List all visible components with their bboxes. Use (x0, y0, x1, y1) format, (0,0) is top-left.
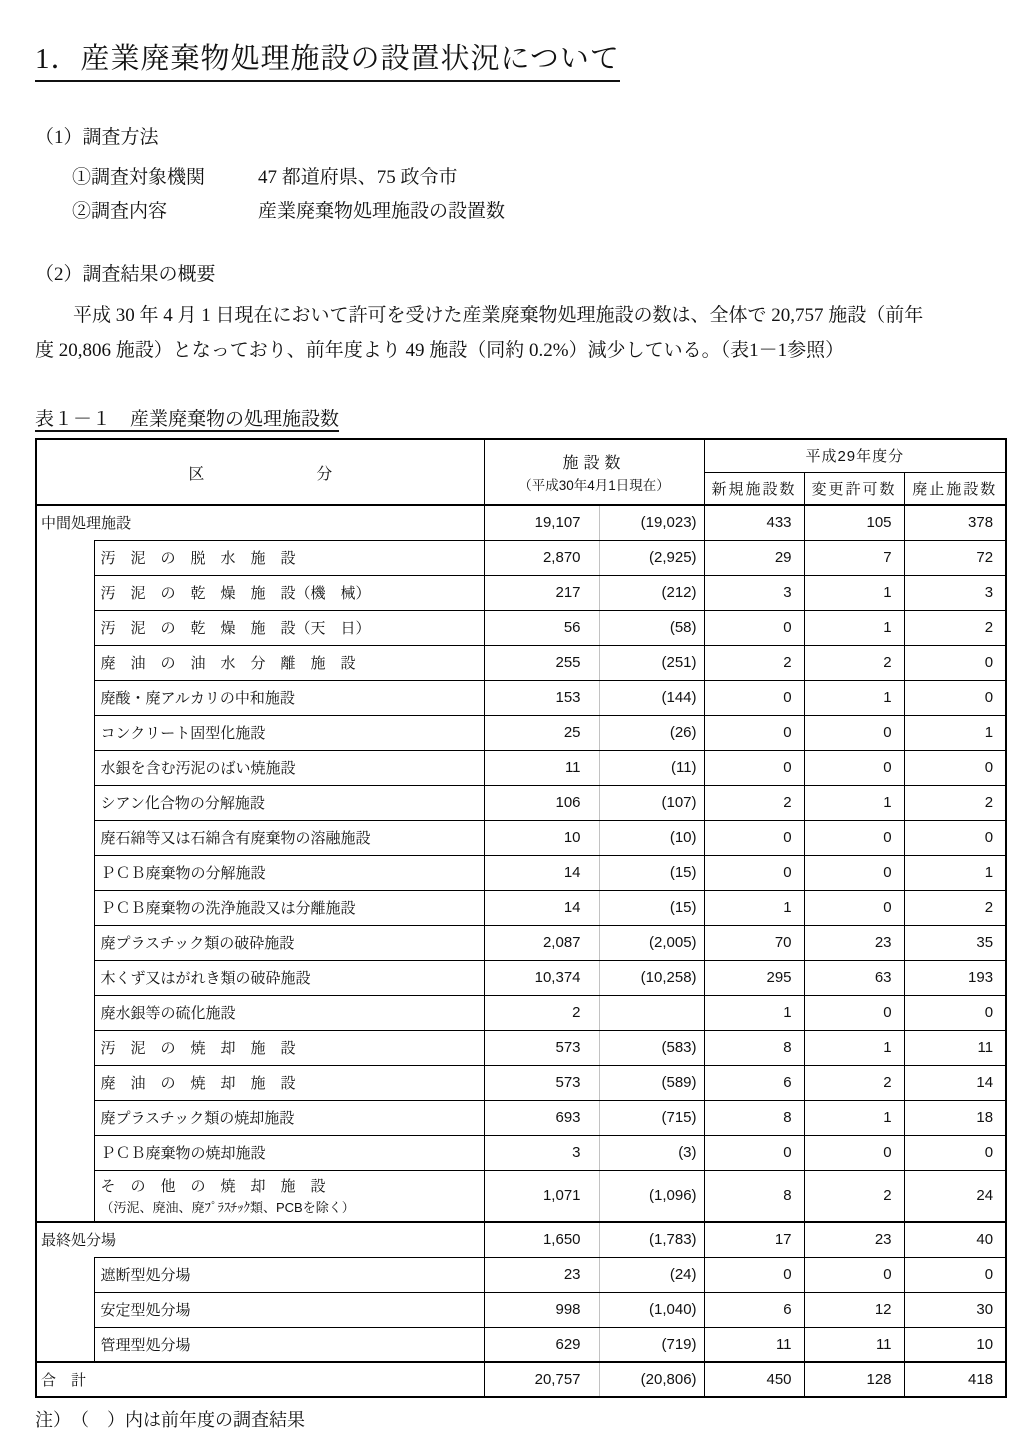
new-count-cell: 1 (704, 890, 804, 925)
changed-count-cell: 12 (804, 1292, 904, 1327)
summary-line2: 度 20,806 施設）となっており、前年度より 49 施設（同約 0.2%）減少している。（表1－1参照） (35, 340, 845, 361)
previous-count-cell: (10) (599, 820, 704, 855)
current-count-cell: 23 (484, 1257, 599, 1292)
table-row (36, 1327, 1006, 1362)
changed-count-cell: 128 (804, 1362, 904, 1397)
previous-count-cell: (58) (599, 610, 704, 645)
survey-target-label: ①調査対象機関 (72, 167, 206, 188)
summary-paragraph (35, 298, 1005, 368)
table-row (36, 680, 1006, 715)
changed-count-cell: 2 (804, 645, 904, 680)
abolished-count-cell: 0 (904, 680, 1006, 715)
changed-count-cell: 0 (804, 1257, 904, 1292)
new-count-cell: 29 (704, 540, 804, 575)
category-cell: 廃プラスチック類の焼却施設 (94, 1100, 484, 1135)
category-cell (94, 1170, 484, 1222)
table-row (36, 995, 1006, 1030)
category-cell: ＰＣＢ廃棄物の洗浄施設又は分離施設 (94, 890, 484, 925)
section-survey-results (35, 259, 1005, 368)
category-cell: 廃プラスチック類の破砕施設 (94, 925, 484, 960)
facility-count-table (35, 438, 1007, 1398)
category-cell: 廃 油 の 油 水 分 離 施 設 (94, 645, 484, 680)
current-count-cell: 20,757 (484, 1362, 599, 1397)
current-count-cell: 629 (484, 1327, 599, 1362)
table-row (36, 785, 1006, 820)
current-count-cell: 2,087 (484, 925, 599, 960)
abolished-count-cell: 0 (904, 645, 1006, 680)
new-count-cell: 3 (704, 575, 804, 610)
changed-count-cell: 7 (804, 540, 904, 575)
table-row (36, 1030, 1006, 1065)
table-row (36, 575, 1006, 610)
changed-count-cell: 23 (804, 1222, 904, 1257)
new-count-cell: 0 (704, 1135, 804, 1170)
table-row-intermediate-total (36, 505, 1006, 540)
previous-count-cell: (15) (599, 855, 704, 890)
abolished-count-cell: 24 (904, 1170, 1006, 1222)
category-cell: 合 計 (36, 1362, 484, 1397)
abolished-count-cell: 0 (904, 1135, 1006, 1170)
current-count-cell: 14 (484, 855, 599, 890)
current-count-cell: 14 (484, 890, 599, 925)
category-cell: 安定型処分場 (94, 1292, 484, 1327)
table-row (36, 925, 1006, 960)
previous-count-cell: (715) (599, 1100, 704, 1135)
category-cell: 汚 泥 の 脱 水 施 設 (94, 540, 484, 575)
previous-count-cell: (11) (599, 750, 704, 785)
table-row (36, 1065, 1006, 1100)
changed-count-cell: 1 (804, 575, 904, 610)
category-cell: 中間処理施設 (36, 505, 484, 540)
count-header (484, 439, 704, 505)
changed-count-cell: 1 (804, 610, 904, 645)
survey-method-items (72, 161, 1005, 229)
previous-count-cell: (10,258) (599, 960, 704, 995)
new-count-cell: 6 (704, 1292, 804, 1327)
table-row (36, 820, 1006, 855)
section1-heading: （1）調査方法 (35, 127, 159, 148)
changed-count-cell: 2 (804, 1065, 904, 1100)
abolished-count-cell: 1 (904, 855, 1006, 890)
category-cell: 廃 油 の 焼 却 施 設 (94, 1065, 484, 1100)
current-count-cell: 693 (484, 1100, 599, 1135)
previous-count-cell: (3) (599, 1135, 704, 1170)
previous-count-cell: (589) (599, 1065, 704, 1100)
new-count-cell: 8 (704, 1030, 804, 1065)
category-cell: ＰＣＢ廃棄物の分解施設 (94, 855, 484, 890)
changed-count-cell: 23 (804, 925, 904, 960)
abolished-count-cell: 418 (904, 1362, 1006, 1397)
new-count-cell: 450 (704, 1362, 804, 1397)
current-count-cell: 1,071 (484, 1170, 599, 1222)
changed-count-cell: 1 (804, 1100, 904, 1135)
new-count-cell: 295 (704, 960, 804, 995)
previous-count-cell: (719) (599, 1327, 704, 1362)
previous-count-cell: (144) (599, 680, 704, 715)
previous-count-cell: (212) (599, 575, 704, 610)
current-count-cell: 998 (484, 1292, 599, 1327)
new-count-cell: 8 (704, 1170, 804, 1222)
abolished-count-cell: 30 (904, 1292, 1006, 1327)
new-count-cell: 0 (704, 680, 804, 715)
current-count-cell: 11 (484, 750, 599, 785)
count-header-line2: （平成30年4月1日現在） (518, 478, 670, 493)
previous-count-cell (599, 995, 704, 1030)
new-count-cell: 70 (704, 925, 804, 960)
abolished-count-cell: 193 (904, 960, 1006, 995)
new-count-cell: 0 (704, 715, 804, 750)
table-row (36, 645, 1006, 680)
abolished-count-cell: 2 (904, 785, 1006, 820)
survey-content-label: ②調査内容 (72, 201, 168, 222)
new-count-cell: 0 (704, 750, 804, 785)
abolished-count-cell: 2 (904, 890, 1006, 925)
previous-count-cell: (107) (599, 785, 704, 820)
new-count-header: 新規施設数 (704, 472, 804, 505)
current-count-cell: 217 (484, 575, 599, 610)
abolished-count-cell: 40 (904, 1222, 1006, 1257)
previous-count-cell: (24) (599, 1257, 704, 1292)
changed-count-cell: 1 (804, 1030, 904, 1065)
changed-count-cell: 11 (804, 1327, 904, 1362)
abolished-count-cell: 2 (904, 610, 1006, 645)
new-count-cell: 433 (704, 505, 804, 540)
new-count-cell: 2 (704, 785, 804, 820)
changed-count-cell: 0 (804, 855, 904, 890)
category-cell: 廃石綿等又は石綿含有廃棄物の溶融施設 (94, 820, 484, 855)
table-caption: 表１－１ 産業廃棄物の処理施設数 (35, 409, 340, 430)
abolished-count-cell: 72 (904, 540, 1006, 575)
summary-line1: 平成 30 年 4 月 1 日現在において許可を受けた産業廃棄物処理施設の数は、全体で 20,757 施設（前年 (73, 305, 924, 326)
current-count-cell: 3 (484, 1135, 599, 1170)
survey-target-value: 47 都道府県、75 政令市 (258, 167, 458, 188)
previous-count-cell: (583) (599, 1030, 704, 1065)
abolished-count-cell: 0 (904, 820, 1006, 855)
current-count-cell: 25 (484, 715, 599, 750)
previous-count-cell: (15) (599, 890, 704, 925)
changed-count-cell: 0 (804, 750, 904, 785)
current-count-cell: 10 (484, 820, 599, 855)
category-cell: 汚 泥 の 焼 却 施 設 (94, 1030, 484, 1065)
changed-count-cell: 1 (804, 680, 904, 715)
table-row-grand-total (36, 1362, 1006, 1397)
new-count-cell: 0 (704, 1257, 804, 1292)
current-count-cell: 573 (484, 1065, 599, 1100)
previous-count-cell: (2,005) (599, 925, 704, 960)
table-row-final-disposal-total (36, 1222, 1006, 1257)
new-count-cell: 17 (704, 1222, 804, 1257)
category-line1: そ の 他 の 焼 却 施 設 (100, 1178, 326, 1196)
new-count-cell: 0 (704, 820, 804, 855)
table-header (36, 439, 1006, 505)
indent-cell (36, 540, 94, 1222)
category-cell: 管理型処分場 (94, 1327, 484, 1362)
table-row (36, 1100, 1006, 1135)
abolished-count-cell: 378 (904, 505, 1006, 540)
changed-count-cell: 2 (804, 1170, 904, 1222)
table-row (36, 715, 1006, 750)
previous-count-cell: (1,040) (599, 1292, 704, 1327)
current-count-cell: 153 (484, 680, 599, 715)
new-count-cell: 1 (704, 995, 804, 1030)
new-count-cell: 2 (704, 645, 804, 680)
abolished-count-header: 廃止施設数 (904, 472, 1006, 505)
abolished-count-cell: 1 (904, 715, 1006, 750)
category-cell: 汚 泥 の 乾 燥 施 設（機 械） (94, 575, 484, 610)
current-count-cell: 2,870 (484, 540, 599, 575)
previous-count-cell: (1,783) (599, 1222, 704, 1257)
previous-count-cell: (1,096) (599, 1170, 704, 1222)
abolished-count-cell: 0 (904, 1257, 1006, 1292)
previous-count-cell: (19,023) (599, 505, 704, 540)
new-count-cell: 8 (704, 1100, 804, 1135)
survey-content-value: 産業廃棄物処理施設の設置数 (258, 201, 506, 222)
current-count-cell: 19,107 (484, 505, 599, 540)
fy29-group-header: 平成29年度分 (704, 439, 1006, 472)
category-cell: 汚 泥 の 乾 燥 施 設（天 日） (94, 610, 484, 645)
previous-count-cell: (2,925) (599, 540, 704, 575)
category-header: 区 分 (36, 439, 484, 505)
indent-cell (36, 1257, 94, 1362)
changed-count-cell: 0 (804, 820, 904, 855)
abolished-count-cell: 0 (904, 995, 1006, 1030)
current-count-cell: 1,650 (484, 1222, 599, 1257)
table-row (36, 960, 1006, 995)
survey-target-row (72, 161, 1005, 195)
table-row (36, 610, 1006, 645)
current-count-cell: 56 (484, 610, 599, 645)
current-count-cell: 255 (484, 645, 599, 680)
current-count-cell: 573 (484, 1030, 599, 1065)
changed-count-cell: 105 (804, 505, 904, 540)
abolished-count-cell: 18 (904, 1100, 1006, 1135)
category-cell: 廃水銀等の硫化施設 (94, 995, 484, 1030)
changed-count-cell: 0 (804, 1135, 904, 1170)
section-survey-method (35, 122, 1005, 229)
current-count-cell: 2 (484, 995, 599, 1030)
current-count-cell: 106 (484, 785, 599, 820)
changed-count-header: 変更許可数 (804, 472, 904, 505)
category-cell: シアン化合物の分解施設 (94, 785, 484, 820)
abolished-count-cell: 14 (904, 1065, 1006, 1100)
changed-count-cell: 63 (804, 960, 904, 995)
previous-count-cell: (26) (599, 715, 704, 750)
table-row (36, 855, 1006, 890)
category-cell: 木くず又はがれき類の破砕施設 (94, 960, 484, 995)
category-cell: ＰＣＢ廃棄物の焼却施設 (94, 1135, 484, 1170)
abolished-count-cell: 3 (904, 575, 1006, 610)
table-row (36, 1135, 1006, 1170)
table-row (36, 1292, 1006, 1327)
category-cell: 遮断型処分場 (94, 1257, 484, 1292)
current-count-cell: 10,374 (484, 960, 599, 995)
table-row (36, 1170, 1006, 1222)
category-cell: 水銀を含む汚泥のばい焼施設 (94, 750, 484, 785)
page-title: 1．産業廃棄物処理施設の設置状況について (35, 36, 620, 82)
category-line2: （汚泥、廃油、廃ﾌﾟﾗｽﾁｯｸ類、PCBを除く） (100, 1200, 355, 1216)
changed-count-cell: 0 (804, 890, 904, 925)
table-note: 注） （ ）内は前年度の調査結果 (35, 1410, 305, 1430)
table-row (36, 890, 1006, 925)
abolished-count-cell: 11 (904, 1030, 1006, 1065)
previous-count-cell: (251) (599, 645, 704, 680)
category-cell: コンクリート固型化施設 (94, 715, 484, 750)
new-count-cell: 11 (704, 1327, 804, 1362)
table-row (36, 1257, 1006, 1292)
abolished-count-cell: 0 (904, 750, 1006, 785)
new-count-cell: 0 (704, 610, 804, 645)
new-count-cell: 0 (704, 855, 804, 890)
new-count-cell: 6 (704, 1065, 804, 1100)
section2-heading: （2）調査結果の概要 (35, 264, 216, 285)
table-row (36, 750, 1006, 785)
previous-count-cell: (20,806) (599, 1362, 704, 1397)
abolished-count-cell: 35 (904, 925, 1006, 960)
survey-content-row (72, 195, 1005, 229)
table-row (36, 540, 1006, 575)
category-cell: 廃酸・廃アルカリの中和施設 (94, 680, 484, 715)
changed-count-cell: 0 (804, 715, 904, 750)
changed-count-cell: 1 (804, 785, 904, 820)
category-cell: 最終処分場 (36, 1222, 484, 1257)
abolished-count-cell: 10 (904, 1327, 1006, 1362)
count-header-line1: 施設数 (562, 455, 626, 472)
changed-count-cell: 0 (804, 995, 904, 1030)
